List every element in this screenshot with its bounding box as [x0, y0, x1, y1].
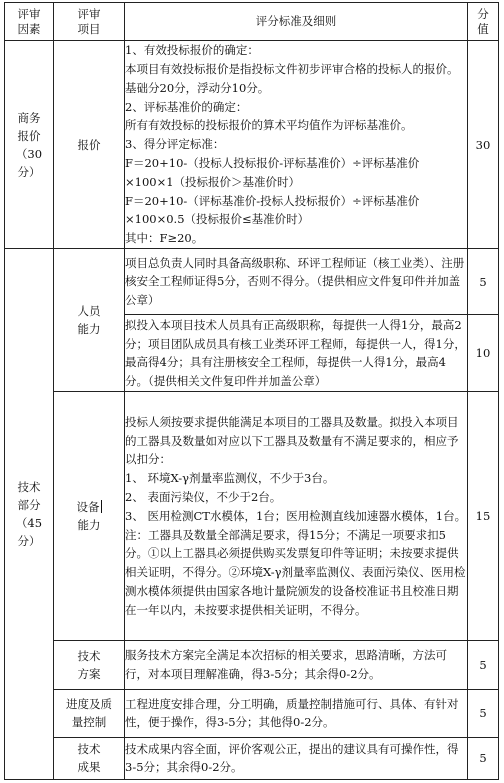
- factor-business: 商务 报价（30 分）: [5, 41, 54, 249]
- header-row: [5, 3, 499, 41]
- header-criteria: 评分标准及细则: [125, 3, 468, 41]
- item-progress-quality: 进度及质 量控制: [54, 689, 125, 737]
- scoring-table: [4, 2, 499, 780]
- item-personnel: 人员 能力: [54, 249, 125, 392]
- score-personnel-a: 5: [468, 249, 499, 315]
- personnel-row-a: [5, 249, 499, 315]
- item-equipment: 设备 能力: [54, 392, 125, 640]
- criteria-price: 1、有效投标报价的确定： 本项目有效投标报价是指投标文件初步评审合格的投标人的报价。基础分20分，浮动分10分。 2、评标基准价的确定： 所有有效投标的投标报价的算术平均值作为评标基准价。 3、得分评定标准： F＝20+10-（投标人投标报价-评标基准价）÷评标基准价×100×1（投标报价＞基准价时） F＝20+10-（评标基准价-投标人投标报价）÷评标基准价×100×0.5（投标报价≤基准价时） 其中：F≥20。: [125, 41, 468, 249]
- text-cursor: [101, 500, 102, 513]
- score-tech-plan: 5: [468, 640, 499, 689]
- criteria-equipment: 投标人须按要求提供能满足本项目的工器具及数量。拟投入本项目的工器具及数量如对应以下工器具及数量有不满足要求的，相应予以扣分： 1、 环境X-γ剂量率监测仪，不少于3台。 2、 表面污染仪，不少于2台。 3、 医用检测CT水模体，1台；医用检测直线加速器水模体，1台。 注：工器具及数量全部满足要求，得15分；不满足一项要求扣5分。①以上工器具必须提供购买发票复印件等证明；未按要求提供相关证明，不得分。②环境X-γ剂量率监测仪、表面污染仪、医用检测水模体须提供由国家各地计量院颁发的设备校准证书且校准日期在一年以内，未按要求提供相关证明，不得分。: [125, 392, 468, 640]
- price-row: [5, 41, 499, 249]
- header-item: 评审 项目: [54, 3, 125, 41]
- progress-row: [5, 689, 499, 737]
- criteria-progress-quality: 工程进度安排合理，分工明确，质量控制措施可行、具体、有针对性，便于操作，得3-5分；其他得0-2分。: [125, 689, 468, 737]
- header-score: 分 值: [468, 3, 499, 41]
- header-factor: 评审 因素: [5, 3, 54, 41]
- item-tech-plan: 技术 方案: [54, 640, 125, 689]
- score-equipment: 15: [468, 392, 499, 640]
- results-row: [5, 737, 499, 779]
- score-progress-quality: 5: [468, 689, 499, 737]
- criteria-tech-results: 技术成果内容全面，评价客观公正，提出的建议具有可操作性，得3-5分；其余得0-2分。: [125, 737, 468, 779]
- score-personnel-b: 10: [468, 315, 499, 392]
- item-price: 报价: [54, 41, 125, 249]
- score-tech-results: 5: [468, 737, 499, 779]
- plan-row: [5, 640, 499, 689]
- criteria-personnel-a: 项目总负责人同时具备高级职称、环评工程师证（核工业类）、注册核安全工程师证得5分，否则不得分。（提供相应文件复印件并加盖公章）: [125, 249, 468, 315]
- equipment-row: [5, 392, 499, 640]
- criteria-personnel-b: 拟投入本项目技术人员具有正高级职称，每提供一人得1分，最高2分；项目团队成员具有核工业类环评工程师，每提供一人，得1分，最高得4分；具有注册核安全工程师，每提供一人得1分，最高4分。（提供相关文件复印件并加盖公章）: [125, 315, 468, 392]
- criteria-tech-plan: 服务技术方案完全满足本次招标的相关要求，思路清晰，方法可行，对本项目理解准确，得3-5分；其余得0-2分。: [125, 640, 468, 689]
- item-tech-results: 技术 成果: [54, 737, 125, 779]
- factor-technical: 技术 部分 （45 分）: [5, 249, 54, 780]
- score-price: 30: [468, 41, 499, 249]
